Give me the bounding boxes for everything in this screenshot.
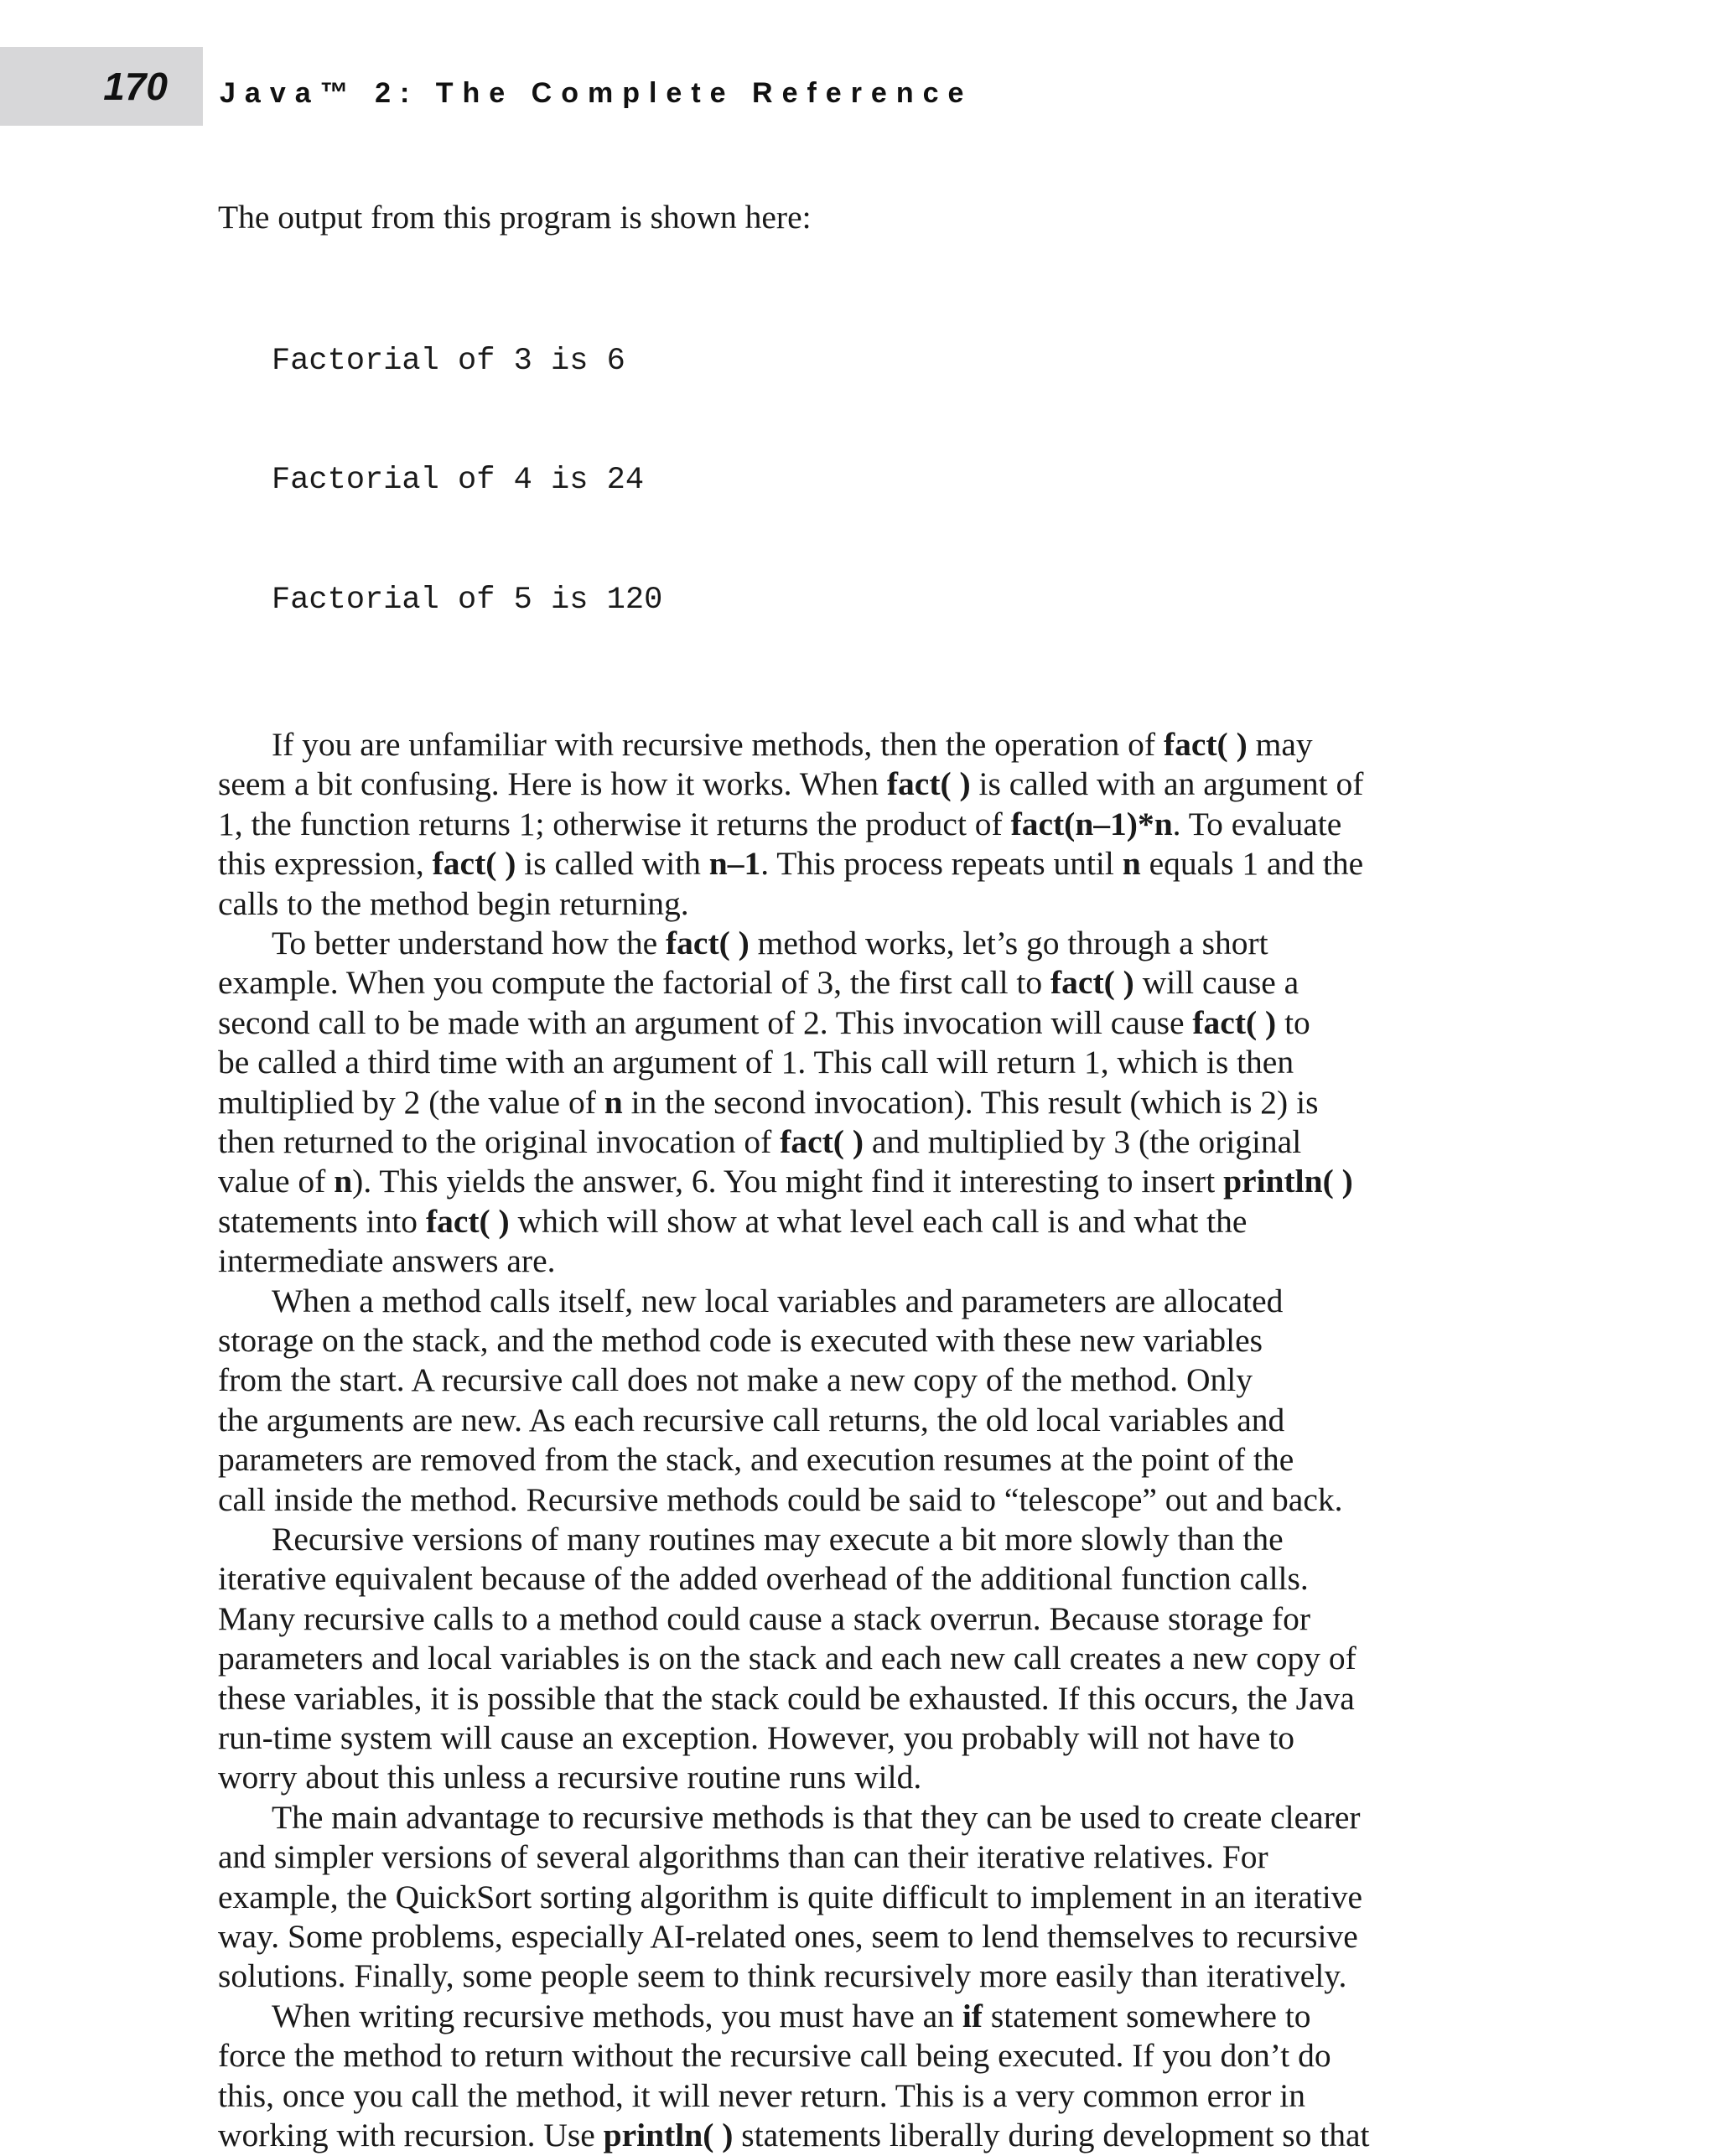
text-run: which will show at what level each call is and what the xyxy=(509,1202,1248,1240)
text-run: solutions. Finally, some people seem to think recursively more easily than iteratively. xyxy=(218,1957,1347,1995)
text-run: is called with an argument of xyxy=(970,765,1364,803)
page-body xyxy=(218,198,1509,2156)
text-line xyxy=(218,764,1509,804)
text-run: working with recursion. Use xyxy=(218,2117,604,2154)
body-paragraph xyxy=(218,1520,1509,1798)
text-line xyxy=(218,1321,1509,1360)
text-run: Recursive versions of many routines may execute a bit more slowly than the xyxy=(272,1521,1284,1557)
code-identifier: n xyxy=(1122,845,1141,883)
text-line xyxy=(218,1599,1509,1639)
text-line xyxy=(218,1401,1509,1440)
text-run: the arguments are new. As each recursive call returns, the old local variables and xyxy=(218,1401,1285,1438)
code-identifier: fact( ) xyxy=(666,924,750,961)
text-line xyxy=(218,1718,1509,1758)
text-line xyxy=(218,1997,1509,2036)
text-run: statements liberally during development so that xyxy=(733,2117,1370,2154)
text-run: When writing recursive methods, you must have an xyxy=(272,1997,962,2034)
text-line xyxy=(218,805,1509,844)
text-run: these variables, it is possible that the stack could be exhausted. If this occurs, the Java xyxy=(218,1679,1355,1717)
code-identifier: fact( ) xyxy=(425,1202,510,1240)
text-run: is called with xyxy=(516,845,709,883)
code-identifier: n xyxy=(604,1083,623,1121)
text-run: this expression, xyxy=(218,845,433,883)
text-line xyxy=(218,1956,1509,1996)
text-line xyxy=(218,1520,1509,1559)
text-line xyxy=(218,1798,1509,1837)
body-paragraph xyxy=(218,725,1509,924)
text-run: ). This yields the answer, 6. You might find it interesting to insert xyxy=(352,1163,1224,1200)
text-run: will cause a xyxy=(1133,964,1299,1002)
text-line xyxy=(218,1679,1509,1718)
text-line xyxy=(218,1837,1509,1877)
text-line xyxy=(218,2116,1509,2155)
page-number: 170 xyxy=(103,65,168,108)
text-run: to xyxy=(1276,1003,1310,1041)
text-run: iterative equivalent because of the added overhead of the additional function calls. xyxy=(218,1560,1309,1598)
text-run: When a method calls itself, new local variables and parameters are allocated xyxy=(272,1282,1284,1319)
text-run: second call to be made with an argument of 2. This invocation will cause xyxy=(218,1003,1193,1041)
text-run: this, once you call the method, it will never return. This is a very common error in xyxy=(218,2076,1305,2114)
text-run: parameters and local variables is on the stack and each new call creates a new copy of xyxy=(218,1640,1356,1677)
body-paragraph xyxy=(218,1997,1509,2156)
running-head: Java™ 2: The Complete Reference xyxy=(220,77,973,109)
output-line: Factorial of 4 is 24 xyxy=(272,463,645,499)
text-line xyxy=(218,884,1509,924)
code-identifier: if xyxy=(962,1997,983,2034)
code-identifier: println( ) xyxy=(1223,1163,1353,1200)
code-identifier: n xyxy=(334,1163,353,1200)
text-run: in the second invocation). This result (which is 2) is xyxy=(622,1083,1319,1121)
text-run: call inside the method. Recursive methods could be said to “telescope” out and back. xyxy=(218,1480,1343,1518)
body-paragraph xyxy=(218,1798,1509,1997)
text-line xyxy=(218,1162,1509,1201)
text-line xyxy=(218,1003,1509,1043)
text-line xyxy=(218,1202,1509,1241)
text-run: statements into xyxy=(218,1202,426,1240)
text-run: method works, let’s go through a short xyxy=(749,924,1268,961)
text-run: Many recursive calls to a method could cause a stack overrun. Because storage for xyxy=(218,1599,1310,1637)
text-run: parameters are removed from the stack, and execution resumes at the point of the xyxy=(218,1441,1294,1479)
text-line xyxy=(218,2036,1509,2076)
code-identifier: fact( ) xyxy=(886,765,971,803)
text-line xyxy=(218,844,1509,884)
text-run: storage on the stack, and the method code is executed with these new variables xyxy=(218,1321,1263,1359)
code-identifier: fact( ) xyxy=(780,1122,864,1160)
text-run: force the method to return without the recursive call being executed. If you don’t do xyxy=(218,2037,1331,2075)
program-output xyxy=(272,262,1509,699)
code-identifier: fact( ) xyxy=(1050,964,1134,1002)
text-run: value of xyxy=(218,1163,335,1200)
code-identifier: fact( ) xyxy=(1163,725,1248,763)
text-line xyxy=(218,1360,1509,1400)
text-run: calls to the method begin returning. xyxy=(218,884,689,922)
output-line: Factorial of 5 is 120 xyxy=(272,582,663,618)
text-line xyxy=(218,1122,1509,1162)
text-run: may xyxy=(1247,725,1313,763)
text-line xyxy=(218,1917,1509,1956)
code-identifier: fact( ) xyxy=(1192,1003,1277,1041)
text-run: statement somewhere to xyxy=(982,1997,1311,2034)
text-run: and multiplied by 3 (the original xyxy=(864,1122,1302,1160)
text-run: . This process repeats until xyxy=(760,845,1123,883)
text-line xyxy=(218,1043,1509,1082)
text-run: example. When you compute the factorial of 3, the first call to xyxy=(218,964,1051,1002)
code-identifier: fact( ) xyxy=(432,845,516,883)
text-run: seem a bit confusing. Here is how it works. When xyxy=(218,765,887,803)
text-run: example, the QuickSort sorting algorithm is quite difficult to implement in an iterative xyxy=(218,1878,1363,1915)
text-run: intermediate answers are. xyxy=(218,1242,556,1280)
body-paragraph xyxy=(218,924,1509,1282)
text-line xyxy=(218,1083,1509,1122)
text-run: . To evaluate xyxy=(1172,805,1342,842)
text-line xyxy=(218,725,1509,764)
text-line xyxy=(218,1282,1509,1321)
text-line xyxy=(218,1241,1509,1281)
text-line xyxy=(218,1878,1509,1917)
text-line xyxy=(218,924,1509,963)
text-run: To better understand how the xyxy=(272,924,667,961)
intro-sentence: The output from this program is shown here: xyxy=(218,199,812,236)
text-run: way. Some problems, especially AI-related ones, seem to lend themselves to recursive xyxy=(218,1918,1358,1956)
text-line xyxy=(218,1639,1509,1678)
text-line xyxy=(218,2076,1509,2116)
code-identifier: println( ) xyxy=(603,2117,734,2154)
text-run: from the start. A recursive call does not make a new copy of the method. Only xyxy=(218,1361,1253,1399)
text-run: The main advantage to recursive methods is that they can be used to create clearer xyxy=(272,1798,1361,1836)
text-run: 1, the function returns 1; otherwise it returns the product of xyxy=(218,805,1011,842)
text-line xyxy=(218,963,1509,1003)
body-paragraphs xyxy=(218,725,1509,2156)
text-run: then returned to the original invocation of xyxy=(218,1122,781,1160)
text-line xyxy=(218,1480,1509,1520)
text-line xyxy=(218,1440,1509,1480)
code-identifier: fact(n–1)*n xyxy=(1010,805,1173,842)
text-run: If you are unfamiliar with recursive methods, then the operation of xyxy=(272,725,1164,763)
text-line xyxy=(218,1559,1509,1599)
body-paragraph xyxy=(218,1282,1509,1520)
output-line: Factorial of 3 is 6 xyxy=(272,344,625,380)
text-run: run-time system will cause an exception. However, you probably will not have to xyxy=(218,1719,1295,1757)
code-identifier: n–1 xyxy=(708,845,761,883)
text-line xyxy=(218,1758,1509,1797)
text-run: be called a third time with an argument of 1. This call will return 1, which is then xyxy=(218,1044,1294,1081)
text-run: equals 1 and the xyxy=(1140,845,1364,883)
text-run: worry about this unless a recursive routine runs wild. xyxy=(218,1759,922,1796)
text-run: multiplied by 2 (the value of xyxy=(218,1083,604,1121)
text-run: and simpler versions of several algorithms than can their iterative relatives. For xyxy=(218,1838,1268,1876)
